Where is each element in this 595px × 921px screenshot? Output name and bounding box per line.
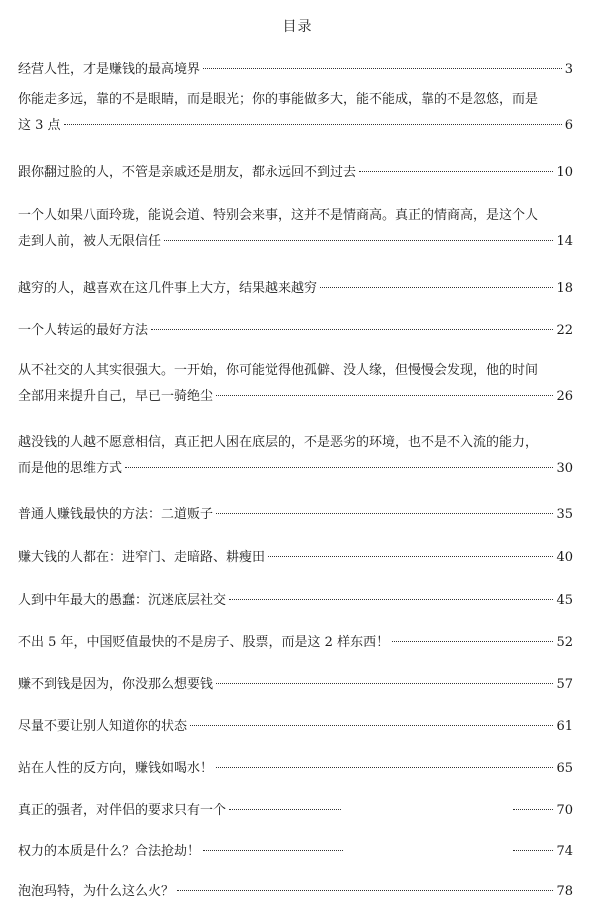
toc-page-number: 35: [556, 507, 573, 522]
toc-entry[interactable]: [18, 358, 573, 410]
toc-entry[interactable]: [18, 756, 573, 782]
toc-entry[interactable]: [18, 839, 573, 865]
toc-entry[interactable]: [18, 430, 573, 482]
dot-leader: [216, 512, 553, 514]
toc-entry-line: [18, 276, 573, 302]
toc-entry[interactable]: [18, 318, 573, 344]
toc-entry-title: 人到中年最大的愚蠢：沉迷底层社交: [18, 593, 227, 608]
toc-entry-line: [18, 879, 573, 905]
toc-entry[interactable]: [18, 798, 573, 824]
toc-entry[interactable]: [18, 57, 573, 83]
dot-leader: [320, 286, 553, 288]
toc-entry-title: 从不社交的人其实很强大。一开始，你可能觉得他孤僻、没人缘，但慢慢会发现，他的时间: [18, 363, 539, 378]
dot-leader: [190, 724, 553, 726]
toc-entry-line: [18, 318, 573, 344]
toc-page-number: 52: [556, 635, 573, 650]
toc-entry[interactable]: [18, 87, 573, 139]
dot-leader: [151, 328, 553, 330]
dot-leader: [125, 466, 553, 468]
toc-entry-line: [18, 456, 573, 482]
toc-page-number: 18: [556, 281, 573, 296]
toc-page-number: 10: [556, 165, 573, 180]
toc-page-number: 6: [564, 118, 573, 133]
toc-entry-title: 站在人性的反方向，赚钱如喝水！: [18, 761, 214, 776]
toc-page-number: 40: [556, 550, 573, 565]
toc-entry[interactable]: [18, 203, 573, 255]
dot-leader: [513, 849, 553, 851]
toc-entry-line: [18, 384, 573, 410]
dot-leader: [216, 682, 553, 684]
dot-leader: [359, 170, 553, 172]
watermark-logo: [541, 897, 569, 911]
toc-page-number: 14: [556, 234, 573, 249]
toc-entry-title: 越穷的人，越喜欢在这几件事上大方，结果越来越穷: [18, 281, 318, 296]
toc-entry-line: [18, 588, 573, 614]
toc-page-number: 45: [556, 593, 573, 608]
dot-leader: [229, 598, 553, 600]
toc-entry-line: [18, 430, 573, 456]
toc-entry-title: 而是他的思维方式: [18, 461, 123, 476]
toc-entry-title: 你能走多远，靠的不是眼睛，而是眼光；你的事能做多大，能不能成，靠的不是忽悠，而是: [18, 92, 539, 107]
toc-page-number: 61: [556, 719, 573, 734]
toc-page-number: 70: [556, 803, 573, 818]
dot-leader: [203, 67, 562, 69]
dot-leader: [229, 808, 341, 810]
toc-entry[interactable]: [18, 879, 573, 905]
dot-leader: [64, 123, 562, 125]
toc-entry-title: 赚不到钱是因为，你没那么想要钱: [18, 677, 214, 692]
toc-entry-line: [18, 798, 573, 824]
toc-entry-line: [18, 203, 573, 229]
toc-page-number: 3: [564, 62, 573, 77]
toc-entry-line: [18, 839, 573, 865]
toc-entry-title: 走到人前，被人无限信任: [18, 234, 162, 249]
toc-entry-title: 一个人转运的最好方法: [18, 323, 149, 338]
dot-leader: [392, 640, 553, 642]
toc-entry-title: 普通人赚钱最快的方法：二道贩子: [18, 507, 214, 522]
dot-leader: [216, 394, 553, 396]
toc-entry[interactable]: [18, 276, 573, 302]
toc-entry-title: 经营人性，才是赚钱的最高境界: [18, 62, 201, 77]
toc-entry-title: 尽量不要让别人知道你的状态: [18, 719, 188, 734]
toc-page-number: 65: [556, 761, 573, 776]
toc-entry-title: 权力的本质是什么？合法抢劫！: [18, 844, 201, 859]
toc-entry-line: [18, 358, 573, 384]
toc-entry-line: [18, 756, 573, 782]
toc-entry-line: [18, 672, 573, 698]
dot-leader: [513, 808, 553, 810]
toc-entry-title: 不出 5 年，中国贬值最快的不是房子、股票，而是这 2 样东西！: [18, 635, 390, 650]
toc-entry-line: [18, 630, 573, 656]
toc-entry-title: 真正的强者，对伴侣的要求只有一个: [18, 803, 227, 818]
dot-leader: [164, 239, 553, 241]
dot-leader: [177, 889, 553, 891]
toc-entry-title: 赚大钱的人都在：进窄门、走暗路、耕瘦田: [18, 550, 266, 565]
toc-page-number: 26: [556, 389, 573, 404]
toc-entry-title: 一个人如果八面玲珑，能说会道、特别会来事，这并不是情商高。真正的情商高，是这个人: [18, 208, 539, 223]
toc-entry-title: 跟你翻过脸的人，不管是亲戚还是朋友，都永远回不到过去: [18, 165, 357, 180]
toc-entry[interactable]: [18, 672, 573, 698]
toc-entry[interactable]: [18, 630, 573, 656]
toc-entry-line: [18, 502, 573, 528]
toc-entry-line: [18, 714, 573, 740]
toc-entry-line: [18, 229, 573, 255]
toc-entry[interactable]: [18, 714, 573, 740]
toc-page-number: 22: [556, 323, 573, 338]
toc-entry-line: [18, 545, 573, 571]
dot-leader: [216, 766, 553, 768]
toc-entry[interactable]: [18, 160, 573, 186]
toc-entry-line: [18, 87, 573, 113]
toc-entry-line: [18, 57, 573, 83]
toc-entry[interactable]: [18, 502, 573, 528]
toc-page-number: 74: [556, 844, 573, 859]
dot-leader: [268, 555, 553, 557]
page-title: 目录: [282, 19, 313, 35]
toc-page-number: 30: [556, 461, 573, 476]
toc-entry-title: 越没钱的人越不愿意相信，真正把人困在底层的，不是恶劣的环境，也不是不入流的能力，: [18, 435, 539, 450]
toc-entry-line: [18, 113, 573, 139]
toc-entry-title: 全部用来提升自己，早已一骑绝尘: [18, 389, 214, 404]
toc-entry[interactable]: [18, 588, 573, 614]
toc-entry[interactable]: [18, 545, 573, 571]
toc-page-number: 57: [556, 677, 573, 692]
toc-page-number: 78: [556, 884, 573, 899]
dot-leader: [203, 849, 343, 851]
toc-entry-title: 泡泡玛特，为什么这么火？: [18, 884, 175, 899]
toc-entry-line: [18, 160, 573, 186]
toc-entry-title: 这 3 点: [18, 118, 61, 133]
